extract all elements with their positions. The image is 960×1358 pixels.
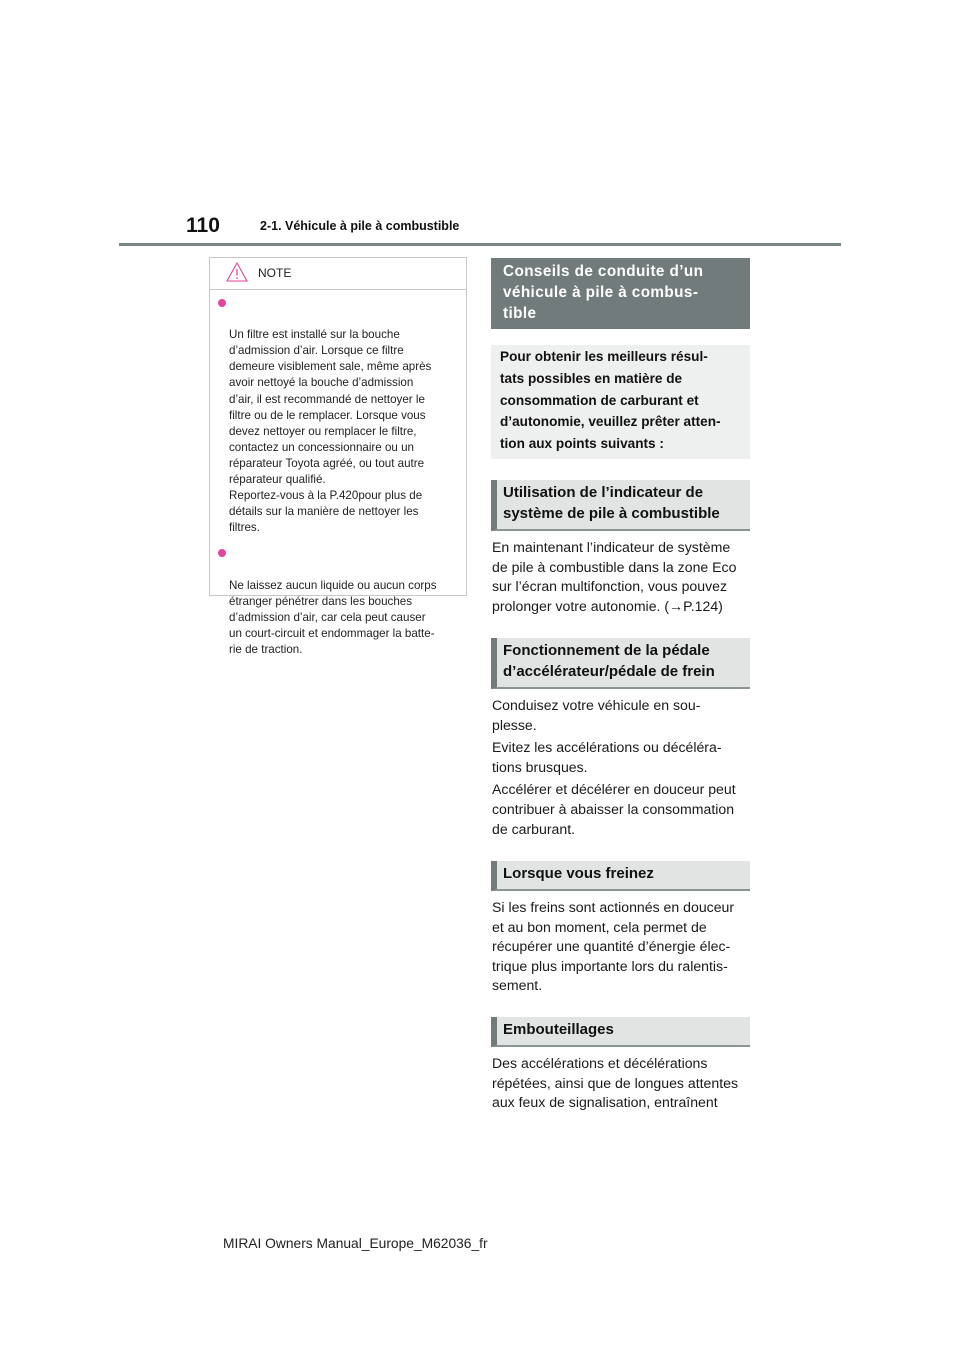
section-heading-text: Embouteillages (503, 1021, 614, 1038)
footer-text: MIRAI Owners Manual_Europe_M62036_fr (223, 1236, 488, 1251)
page-number: 110 (186, 214, 220, 237)
note-title: NOTE (258, 266, 292, 280)
paragraph: Evitez les accélérations ou décéléra- tions brusques. (492, 739, 722, 775)
paragraph: Des accélérations et décélérations répétées, ainsi que de longues attentes aux feux de signalisation, entraînent (492, 1055, 739, 1111)
paragraph: Conduisez votre véhicule en sou- plesse. (492, 697, 701, 733)
section-heading-pedals (491, 638, 750, 689)
section-heading-text: Fonctionnement de la pédale d’accélérateur/pédale de frein (503, 642, 715, 680)
section-heading-braking (491, 861, 750, 891)
paragraph: En maintenant l’indicateur de système de pile à combustible dans la zone Eco sur l’écran multifonction, vous pouvez prolonger votre autonomie. (→P.124) (492, 539, 737, 614)
section-heading-text: Utilisation de l’indicateur de système de pile à combustible (503, 484, 720, 522)
note-item-text: Ne laissez aucun liquide ou aucun corps étranger pénétrer dans les bouches d’admission d’air, car cela peut causer un court-circuit et endommager la batte- rie de traction. (229, 578, 437, 656)
bullet-icon (218, 549, 226, 557)
header-rule (119, 243, 841, 246)
section-body-traffic-jams (492, 1054, 754, 1116)
main-title: Conseils de conduite d’un véhicule à pile à combus- tible (503, 263, 704, 322)
note-list (210, 290, 466, 658)
intro-text: Pour obtenir les meilleurs résul- tats possibles en matière de consommation de carburant et d’autonomie, veuillez prêter atten- tion aux points suivants : (500, 349, 721, 452)
section-heading-traffic-jams (491, 1017, 750, 1047)
main-title-block (491, 258, 750, 329)
note-box (209, 257, 467, 656)
paragraph: Accélérer et décélérer en douceur peut contribuer à abaisser la consommation de carburant. (492, 781, 736, 837)
warning-triangle-icon (226, 262, 248, 282)
note-item-text: Un filtre est installé sur la bouche d’admission d’air. Lorsque ce filtre demeure visiblement sale, même après avoir nettoyé la bouche d’admission d’air, il est recommandé de nettoyer le filtre ou de le remplacer. Lorsque vous devez nettoyer ou remplacer le filtre, contactez un concessionnaire ou un réparateur Toyota agréé, ou tout autre réparateur qualifié. Reportez-vous à la P.420pour plus de détails sur la manière de nettoyer les filtres. (229, 328, 432, 535)
section-heading-text: Lorsque vous freinez (503, 865, 654, 882)
section-heading-fc-indicator (491, 480, 750, 531)
note-header (210, 258, 466, 290)
paragraph: Si les freins sont actionnés en douceur et au bon moment, cela permet de récupérer une quantité d’énergie élec- trique plus importante lors du ralentis- sement. (492, 899, 735, 994)
section-body-fc-indicator (492, 538, 754, 619)
note-item (218, 545, 458, 658)
intro-box (491, 345, 750, 459)
note-item (218, 295, 458, 536)
section-reference: 2-1. Véhicule à pile à combustible (260, 219, 460, 233)
bullet-icon (218, 299, 226, 307)
section-body-pedals (492, 696, 754, 842)
section-body-braking (492, 898, 754, 999)
